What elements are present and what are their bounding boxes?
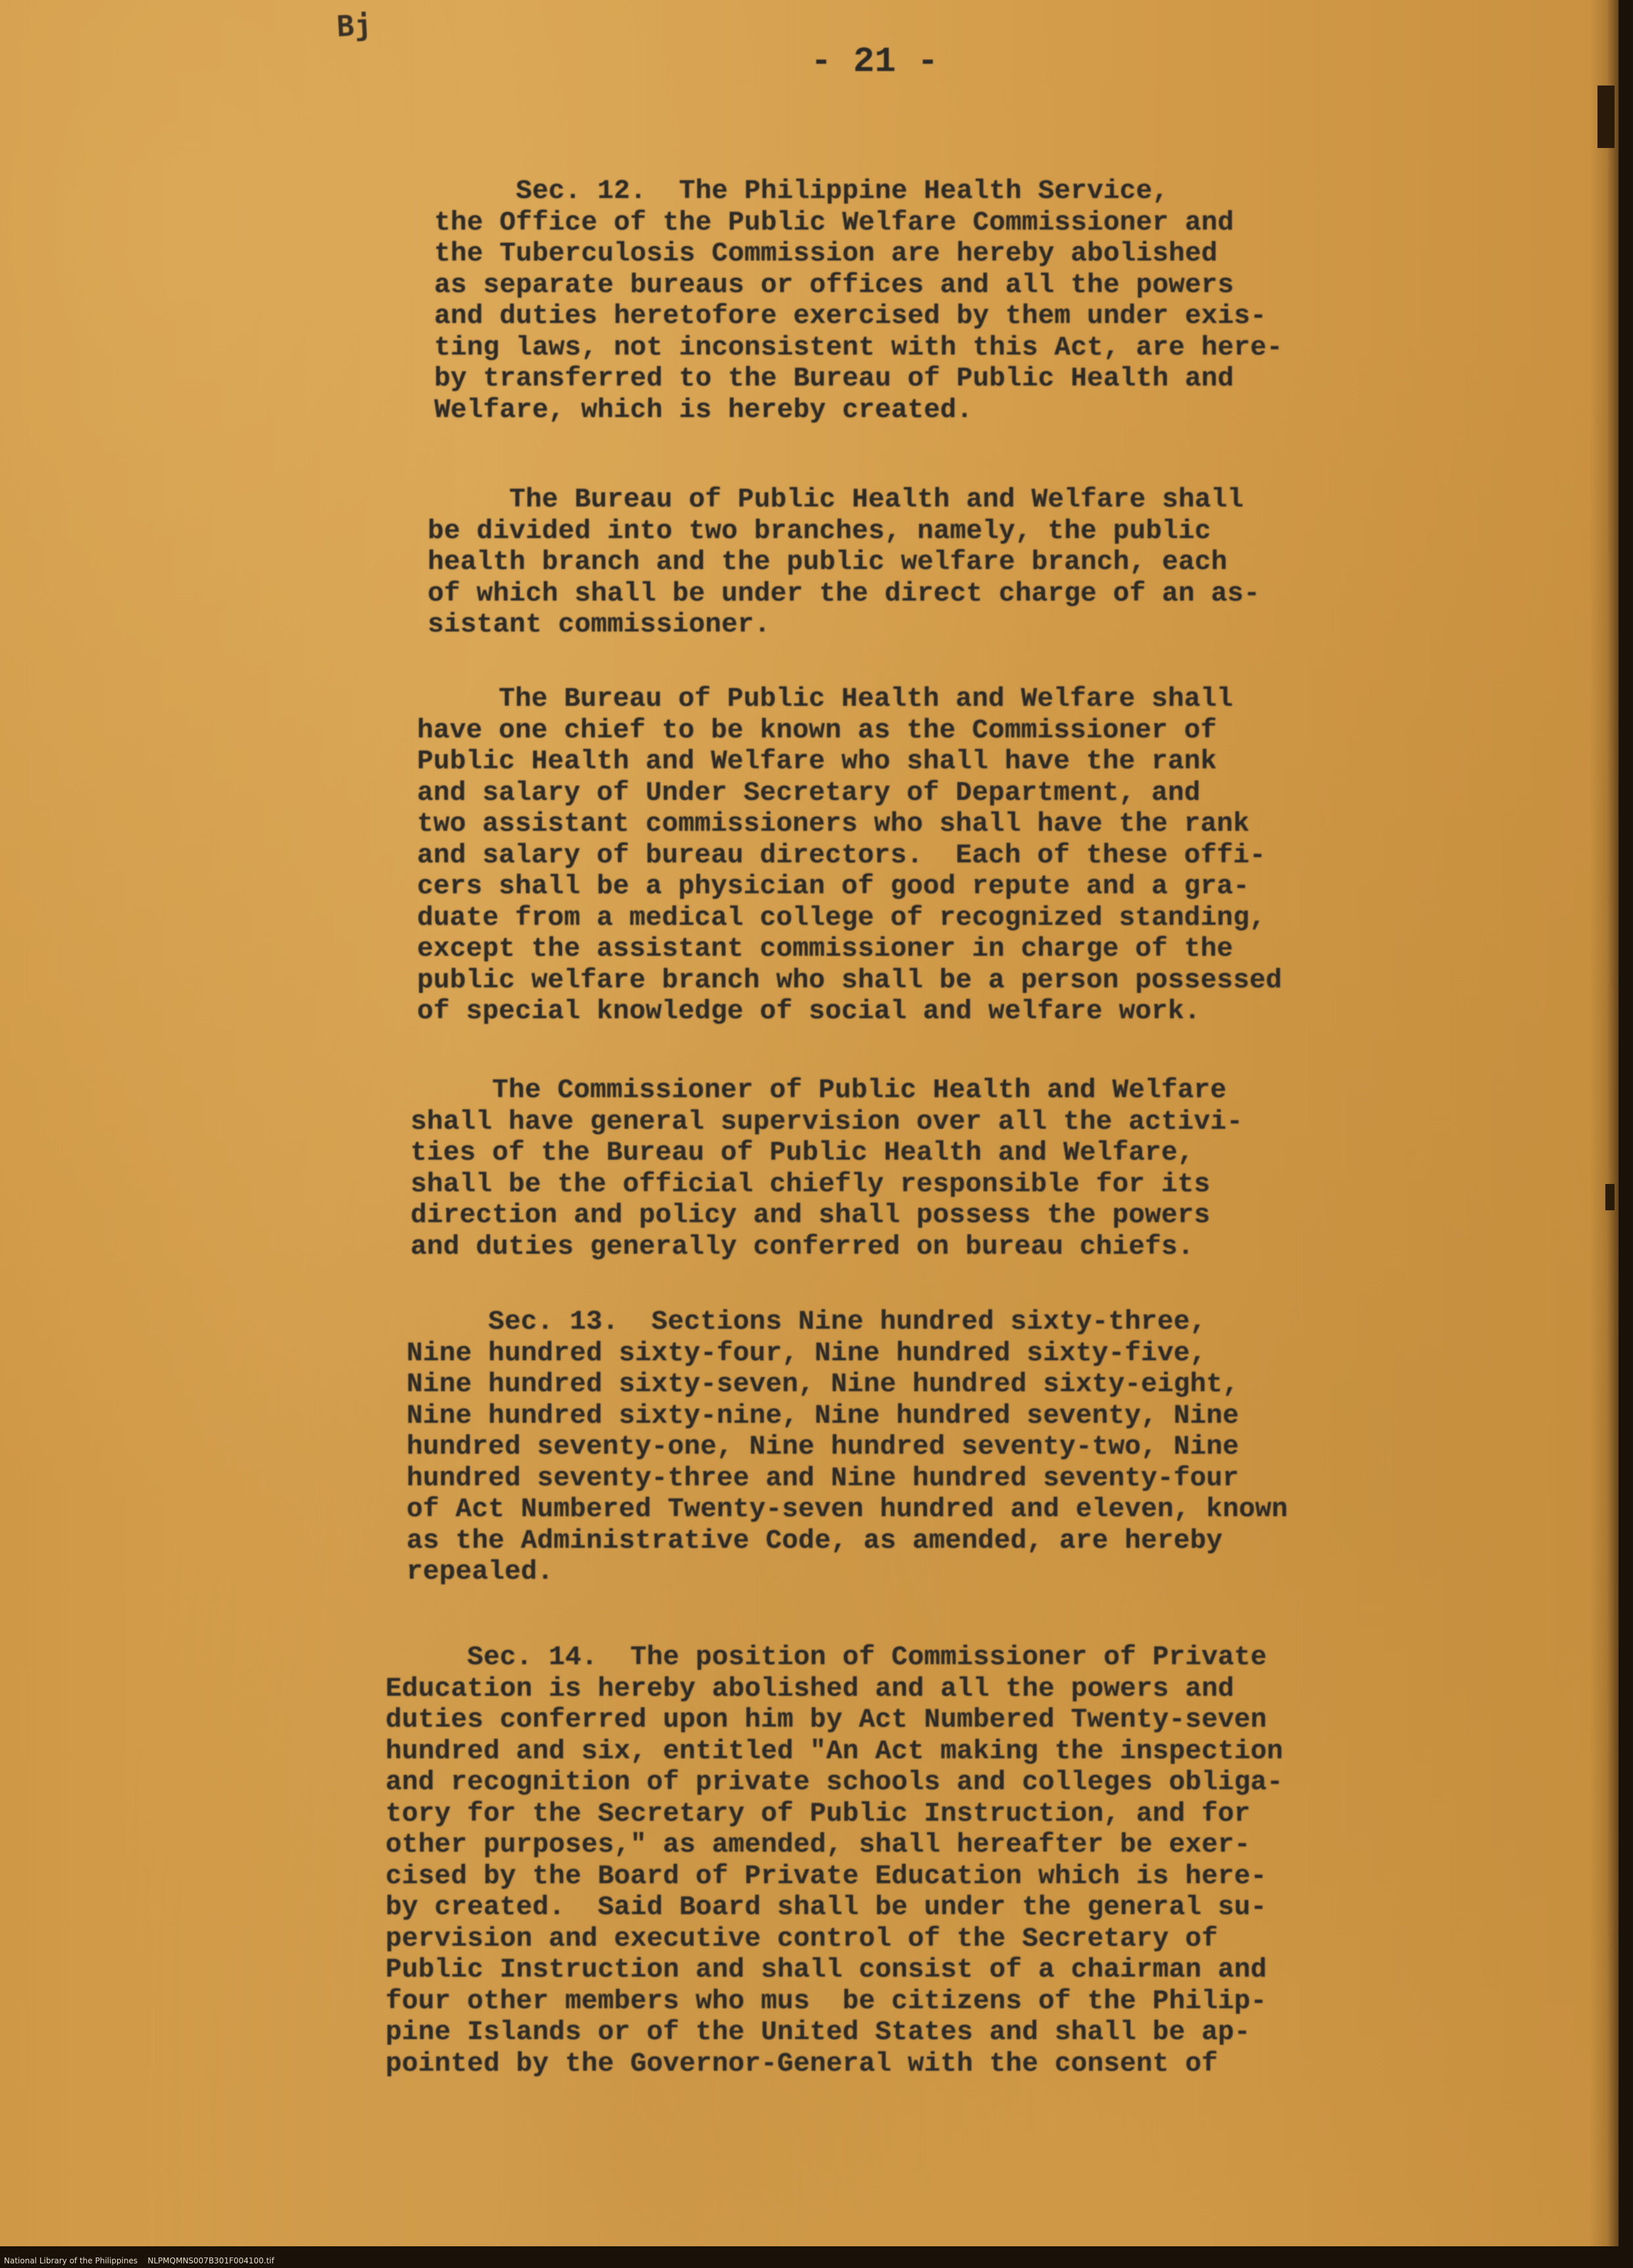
text-line: Public Instruction and shall consist of a chairman and bbox=[386, 1955, 1267, 1985]
text-line: hundred and six, entitled "An Act making the inspection bbox=[386, 1736, 1284, 1767]
text-line: Sec. 13. Sections Nine hundred sixty-three, bbox=[407, 1307, 1207, 1337]
text-line: and duties heretofore exercised by them under exis- bbox=[434, 301, 1267, 332]
text-line: Nine hundred sixty-nine, Nine hundred seventy, Nine bbox=[407, 1400, 1240, 1431]
text-line: of which shall be under the direct charge of an as- bbox=[428, 578, 1261, 609]
text-line: sistant commissioner. bbox=[428, 610, 770, 640]
text-line: as separate bureaus or offices and all the powers bbox=[434, 270, 1234, 301]
text-line: Public Health and Welfare who shall have the rank bbox=[417, 747, 1217, 777]
text-line: Sec. 14. The position of Commissioner of Private bbox=[386, 1642, 1267, 1673]
scan-footer: National Library of the Philippines NLPMQMNS007B301F004100.tif bbox=[4, 2256, 274, 2265]
text-line: pervision and executive control of the Secretary of bbox=[386, 1923, 1218, 1954]
section-12-paragraph bbox=[434, 176, 1283, 426]
text-line: public welfare branch who shall be a person possessed bbox=[417, 965, 1282, 996]
supervision-paragraph bbox=[411, 1075, 1243, 1263]
text-line: have one chief to be known as the Commissioner of bbox=[417, 715, 1217, 746]
text-line: Sec. 12. The Philippine Health Service, bbox=[434, 176, 1169, 207]
text-line: hundred seventy-three and Nine hundred seventy-four bbox=[407, 1463, 1240, 1494]
text-line: direction and policy and shall possess the powers bbox=[411, 1200, 1211, 1231]
text-line: pointed by the Governor-General with the consent of bbox=[386, 2048, 1218, 2079]
text-line: the Office of the Public Welfare Commissioner and bbox=[434, 207, 1234, 238]
text-line: ties of the Bureau of Public Health and Welfare, bbox=[411, 1138, 1194, 1168]
text-line: shall have general supervision over all the activi- bbox=[411, 1106, 1244, 1137]
text-line: as the Administrative Code, as amended, are hereby bbox=[407, 1525, 1223, 1556]
text-line: and duties generally conferred on bureau chiefs. bbox=[411, 1231, 1194, 1262]
text-line: repealed. bbox=[407, 1557, 554, 1587]
text-line: other purposes," as amended, shall hereafter be exer- bbox=[386, 1830, 1251, 1860]
text-line: by transferred to the Bureau of Public Health and bbox=[434, 364, 1234, 394]
handwritten-initials: Bj bbox=[336, 8, 373, 44]
text-line: Nine hundred sixty-four, Nine hundred sixty-five, bbox=[407, 1338, 1207, 1369]
text-line: two assistant commissioners who shall have the rank bbox=[417, 809, 1250, 839]
text-line: duate from a medical college of recognized standing, bbox=[417, 902, 1266, 933]
text-line: ting laws, not inconsistent with this Act, are here- bbox=[434, 332, 1283, 363]
text-line: and salary of bureau directors. Each of these offi- bbox=[417, 840, 1266, 871]
text-line: tory for the Secretary of Public Instruction, and for bbox=[386, 1798, 1251, 1829]
text-line: and salary of Under Secretary of Department, and bbox=[417, 777, 1201, 808]
text-line: four other members who mus be citizens of the Philip- bbox=[386, 1986, 1267, 2017]
text-line: by created. Said Board shall be under the general su- bbox=[386, 1892, 1267, 1923]
branches-paragraph bbox=[428, 485, 1260, 641]
text-line: except the assistant commissioner in charge of the bbox=[417, 934, 1234, 964]
text-line: hundred seventy-one, Nine hundred seventy-two, Nine bbox=[407, 1432, 1240, 1462]
section-14-paragraph bbox=[386, 1642, 1283, 2080]
text-line: health branch and the public welfare branch, each bbox=[428, 547, 1228, 578]
section-13-paragraph bbox=[407, 1307, 1288, 1589]
text-line: and recognition of private schools and colleges obliga- bbox=[386, 1767, 1284, 1798]
page-edge-tear bbox=[1605, 1184, 1615, 1210]
text-line: pine Islands or of the United States and shall be ap- bbox=[386, 2017, 1251, 2048]
text-line: The Commissioner of Public Health and Welfare bbox=[411, 1075, 1227, 1106]
page-edge-shadow bbox=[1590, 0, 1619, 2246]
text-line: of Act Numbered Twenty-seven hundred and eleven, known bbox=[407, 1494, 1288, 1525]
text-line: The Bureau of Public Health and Welfare shall bbox=[428, 485, 1244, 515]
text-line: cers shall be a physician of good repute and a gra- bbox=[417, 872, 1250, 902]
text-line: duties conferred upon him by Act Numbered Twenty-seven bbox=[386, 1705, 1267, 1735]
text-line: Welfare, which is hereby created. bbox=[434, 395, 973, 426]
text-line: shall be the official chiefly responsible for its bbox=[411, 1169, 1211, 1200]
text-line: the Tuberculosis Commission are hereby abolished bbox=[434, 239, 1218, 269]
text-line: The Bureau of Public Health and Welfare shall bbox=[417, 684, 1234, 714]
page-number: - 21 - bbox=[811, 42, 939, 82]
text-line: be divided into two branches, namely, the public bbox=[428, 516, 1211, 547]
commissioner-rank-paragraph bbox=[417, 684, 1282, 1028]
text-line: Nine hundred sixty-seven, Nine hundred sixty-eight, bbox=[407, 1369, 1240, 1400]
text-line: Education is hereby abolished and all the powers and bbox=[386, 1673, 1234, 1704]
text-line: cised by the Board of Private Education which is here- bbox=[386, 1861, 1267, 1892]
page-edge-tear bbox=[1597, 86, 1615, 148]
text-line: of special knowledge of social and welfare work. bbox=[417, 997, 1201, 1027]
